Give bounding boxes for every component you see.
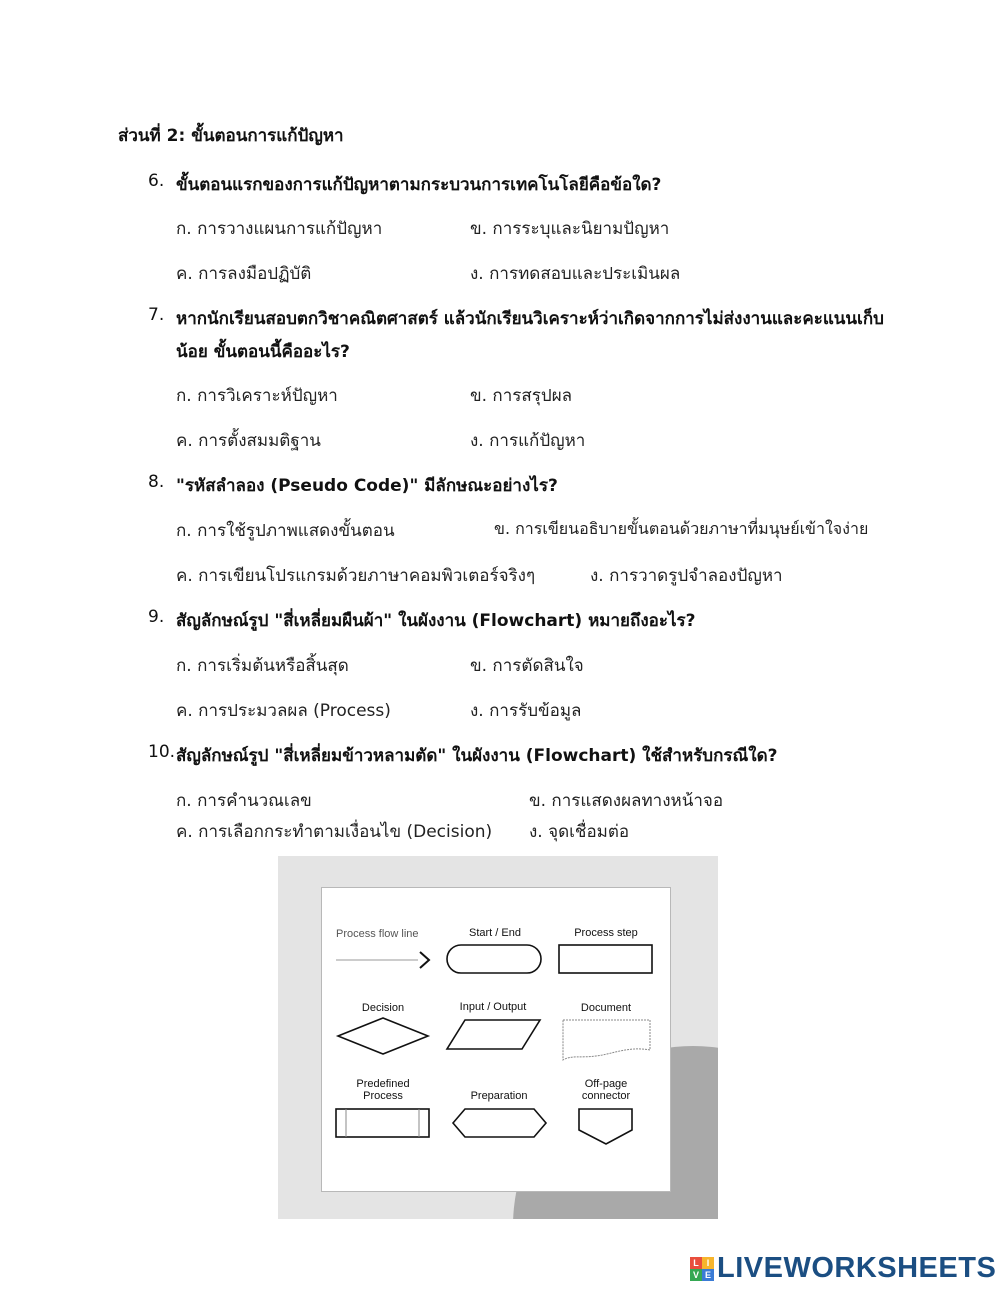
- option-a[interactable]: ก. การวิเคราะห์ปัญหา: [176, 386, 338, 406]
- option-b[interactable]: ข. การระบุและนิยามปัญหา: [470, 219, 670, 239]
- brand-name: LIVEWORKSHEETS: [717, 1252, 997, 1284]
- label-input-output: Input / Output: [459, 1001, 527, 1013]
- document-symbol: [563, 1020, 650, 1060]
- process-symbol: [559, 945, 652, 973]
- offpage-connector-symbol: [579, 1109, 632, 1144]
- option-c[interactable]: ค. การตั้งสมมติฐาน: [176, 431, 321, 451]
- option-d[interactable]: ง. การวาดรูปจำลองปัญหา: [590, 566, 783, 586]
- option-b[interactable]: ข. การตัดสินใจ: [470, 656, 584, 676]
- predefined-process-symbol: [336, 1109, 429, 1137]
- option-b[interactable]: ข. การเขียนอธิบายขั้นตอนด้วยภาษาที่มนุษย์เข้าใจง่าย: [494, 519, 869, 538]
- symbols-drawing: [278, 856, 718, 1219]
- logo-letter: V: [690, 1269, 702, 1281]
- logo-letter: E: [702, 1269, 714, 1281]
- logo-letter: L: [690, 1257, 702, 1269]
- option-d[interactable]: ง. การทดสอบและประเมินผล: [470, 264, 681, 284]
- option-a[interactable]: ก. การใช้รูปภาพแสดงขั้นตอน: [176, 521, 395, 541]
- label-decision: Decision: [361, 1002, 405, 1014]
- option-b[interactable]: ข. การแสดงผลทางหน้าจอ: [529, 791, 724, 811]
- option-c[interactable]: ค. การเลือกกระทำตามเงื่อนไข (Decision): [176, 822, 493, 842]
- option-a[interactable]: ก. การเริ่มต้นหรือสิ้นสุด: [176, 656, 349, 676]
- label-offpage: Off-page: [584, 1078, 628, 1090]
- question-number: 9.: [148, 607, 165, 627]
- flowchart-symbols-figure: [278, 856, 718, 1219]
- label-start-end: Start / End: [469, 927, 521, 939]
- label-document: Document: [580, 1002, 632, 1014]
- flow-arrow-symbol: [420, 952, 429, 968]
- option-d[interactable]: ง. การแก้ปัญหา: [470, 431, 586, 451]
- input-output-symbol: [447, 1020, 540, 1049]
- question-number: 8.: [148, 472, 165, 492]
- option-d[interactable]: ง. จุดเชื่อมต่อ: [529, 822, 630, 842]
- liveworksheets-brand: [690, 1252, 996, 1285]
- option-d[interactable]: ง. การรับข้อมูล: [470, 701, 582, 721]
- option-b[interactable]: ข. การสรุปผล: [470, 386, 573, 406]
- option-c[interactable]: ค. การประมวลผล (Process): [176, 701, 391, 721]
- label-offpage-connector: connector: [581, 1090, 631, 1102]
- option-c[interactable]: ค. การเขียนโปรแกรมด้วยภาษาคอมพิวเตอร์จริงๆ: [176, 566, 536, 586]
- decision-symbol: [338, 1018, 428, 1054]
- terminator-symbol: [447, 945, 541, 973]
- question-text: "รหัสลำลอง (Pseudo Code)" มีลักษณะอย่างไร?: [176, 476, 558, 496]
- question-text: หากนักเรียนสอบตกวิชาคณิตศาสตร์ แล้วนักเรียนวิเคราะห์ว่าเกิดจากการไม่ส่งงานและคะแนนเก็บ: [176, 309, 884, 329]
- question-text-continued: น้อย ขั้นตอนนี้คืออะไร?: [176, 342, 350, 362]
- logo-letter: I: [702, 1257, 714, 1269]
- section-title: ส่วนที่ 2: ขั้นตอนการแก้ปัญหา: [118, 126, 344, 146]
- question-text: สัญลักษณ์รูป "สี่เหลี่ยมข้าวหลามตัด" ในผังงาน (Flowchart) ใช้สำหรับกรณีใด?: [176, 746, 778, 766]
- label-process-step: Process step: [574, 927, 638, 939]
- label-predefined: Predefined: [356, 1078, 410, 1090]
- option-c[interactable]: ค. การลงมือปฏิบัติ: [176, 264, 312, 284]
- question-number: 7.: [148, 305, 165, 325]
- question-text: สัญลักษณ์รูป "สี่เหลี่ยมผืนผ้า" ในผังงาน (Flowchart) หมายถึงอะไร?: [176, 611, 696, 631]
- label-preparation: Preparation: [470, 1090, 528, 1102]
- question-number: 10.: [148, 742, 176, 762]
- question-number: 6.: [148, 171, 165, 191]
- preparation-symbol: [453, 1109, 546, 1137]
- option-a[interactable]: ก. การวางแผนการแก้ปัญหา: [176, 219, 383, 239]
- label-predefined-process: Process: [363, 1090, 403, 1102]
- label-flow-line: Process flow line: [336, 928, 419, 940]
- question-text: ขั้นตอนแรกของการแก้ปัญหาตามกระบวนการเทคโนโลยีคือข้อใด?: [176, 175, 662, 195]
- option-a[interactable]: ก. การคำนวณเลข: [176, 791, 312, 811]
- liveworksheets-logo-icon: [690, 1257, 714, 1281]
